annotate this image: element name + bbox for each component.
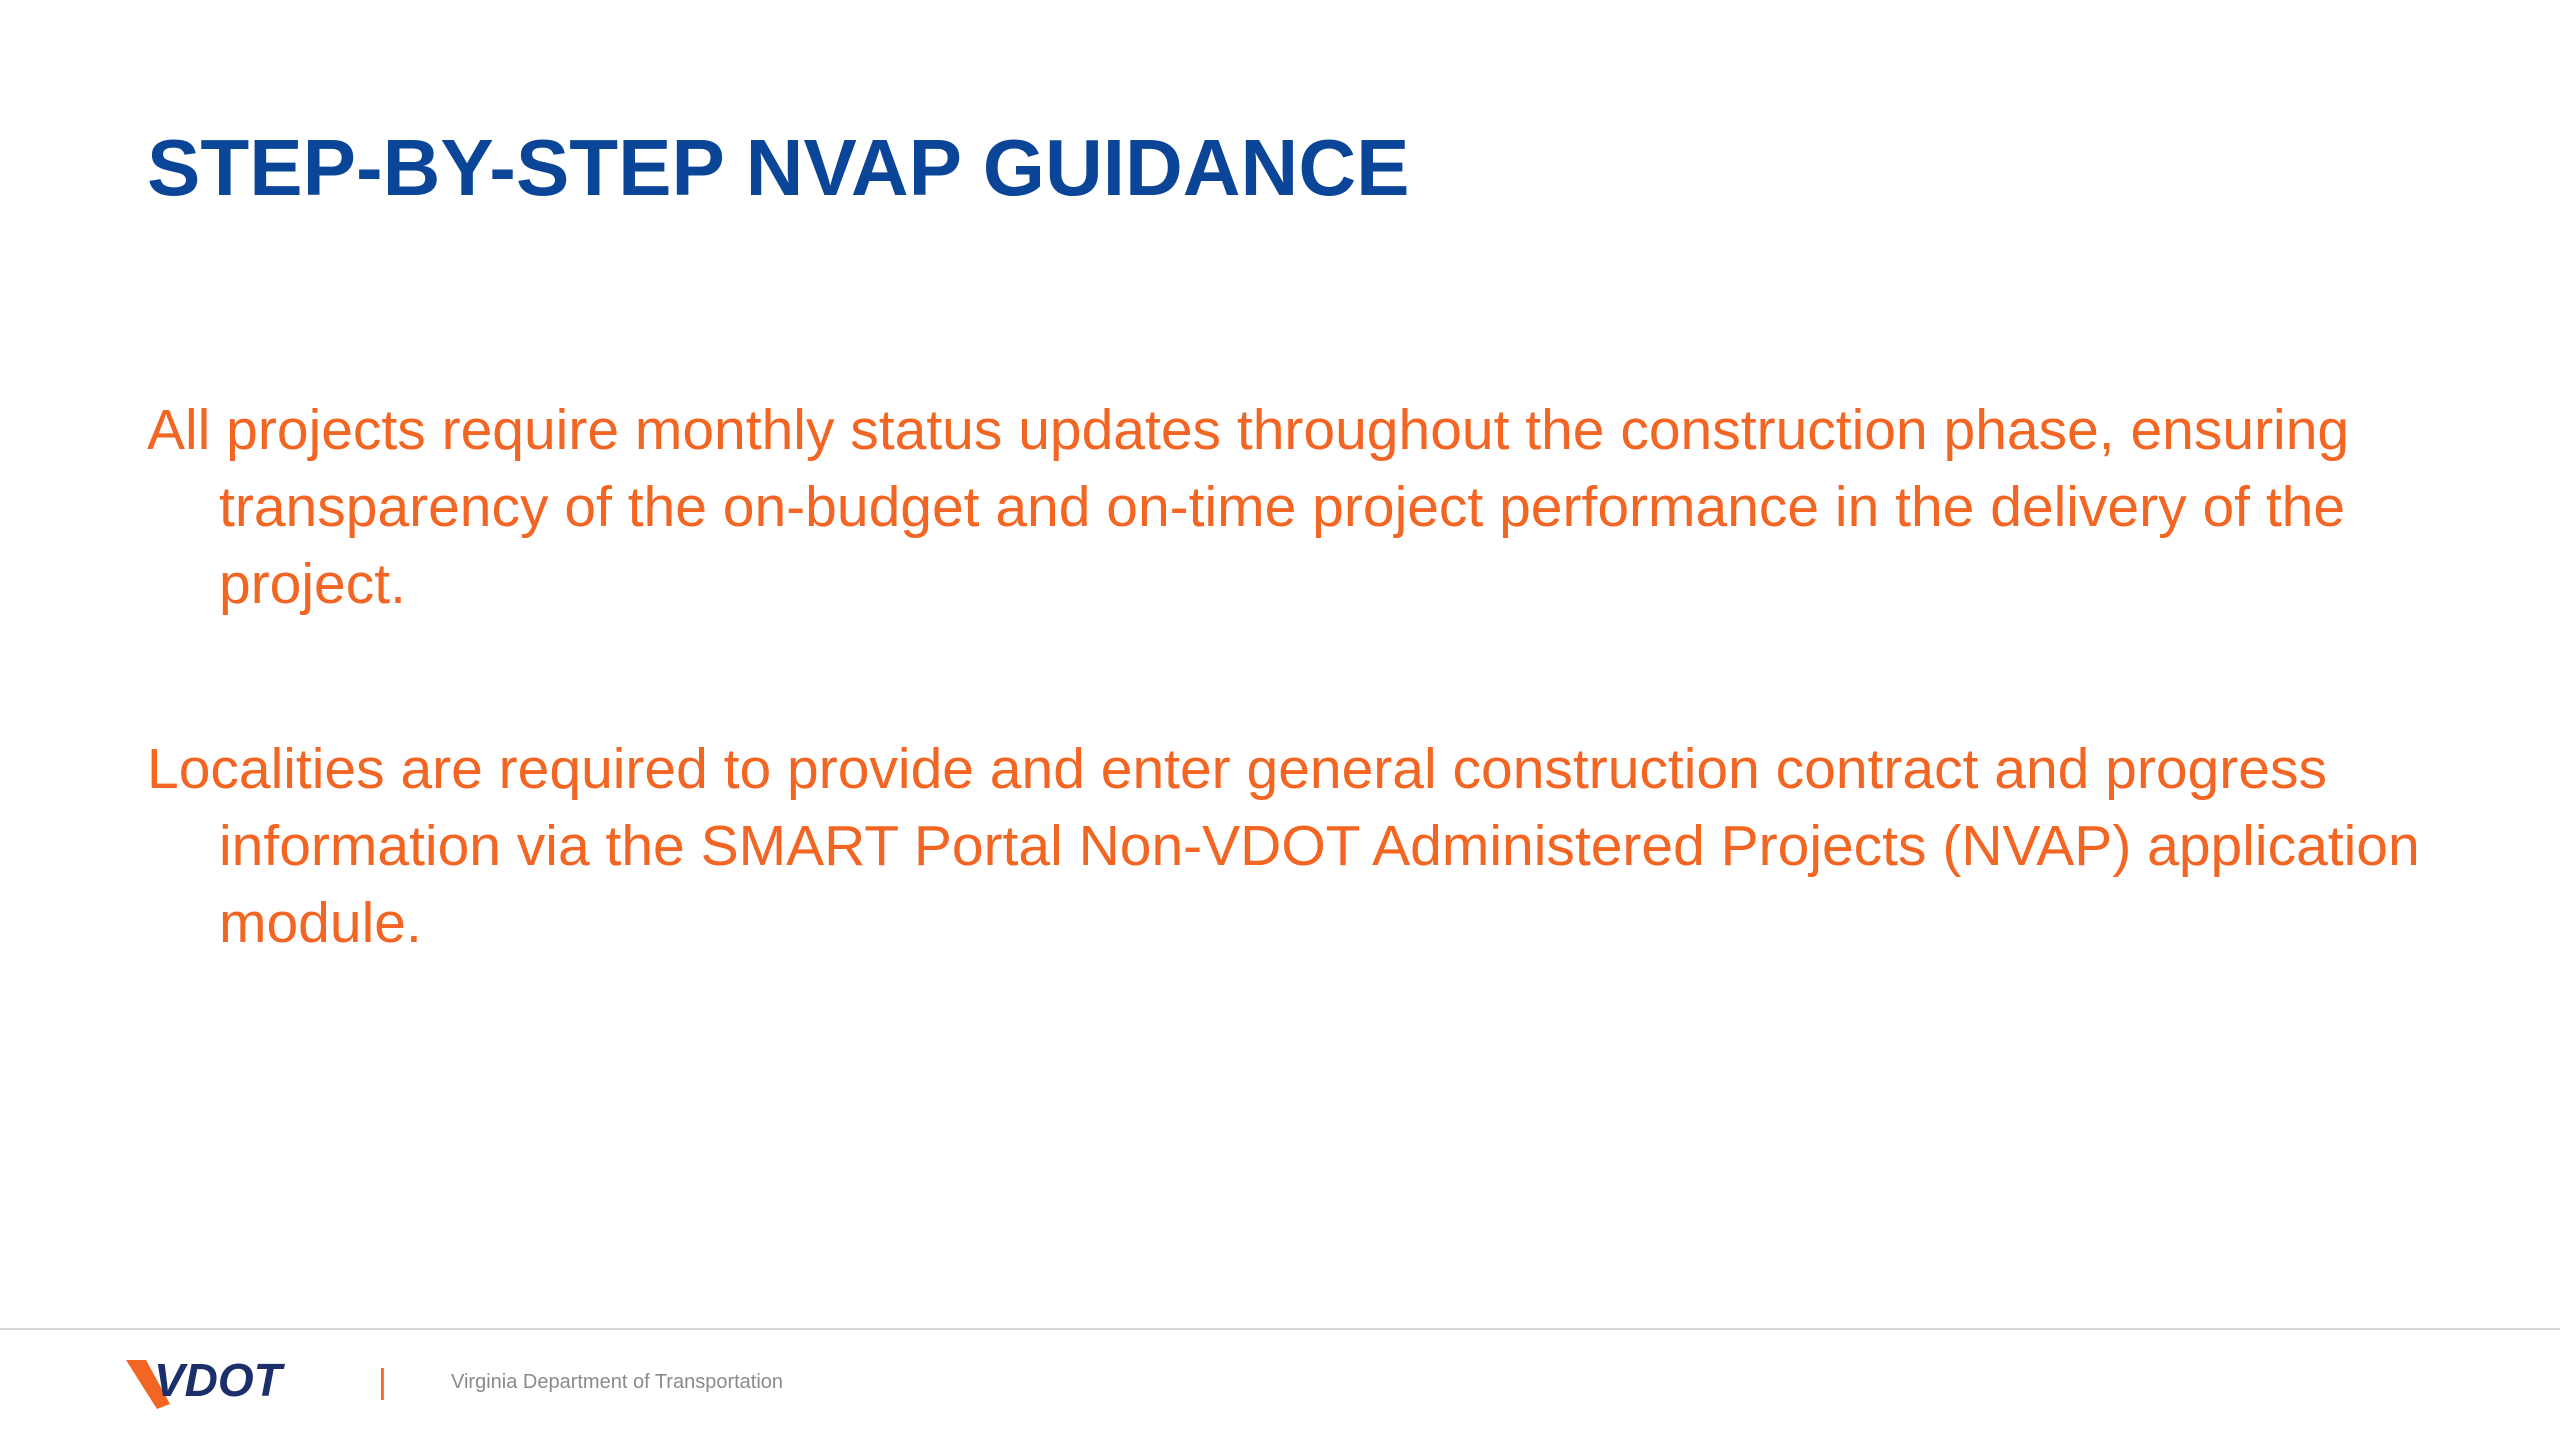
body-paragraph: Localities are required to provide and enter general construction contract and progress information via the SMART Portal Non-VDOT Administered Projects (NVAP) application module. bbox=[147, 737, 2420, 955]
slide-title: STEP-BY-STEP NVAP GUIDANCE bbox=[147, 123, 1410, 212]
slide-body bbox=[147, 392, 2487, 1070]
vdot-logo bbox=[126, 1352, 322, 1410]
footer-org-name: Virginia Department of Transportation bbox=[451, 1371, 784, 1393]
footer-divider bbox=[0, 1328, 2560, 1330]
body-paragraph: All projects require monthly status updates throughout the construction phase, ensuring transparency of the on-budget and on-time project performance in the delivery of the project. bbox=[147, 398, 2350, 616]
footer-separator: | bbox=[378, 1363, 387, 1401]
vdot-logo-text: VDOT bbox=[154, 1354, 282, 1406]
